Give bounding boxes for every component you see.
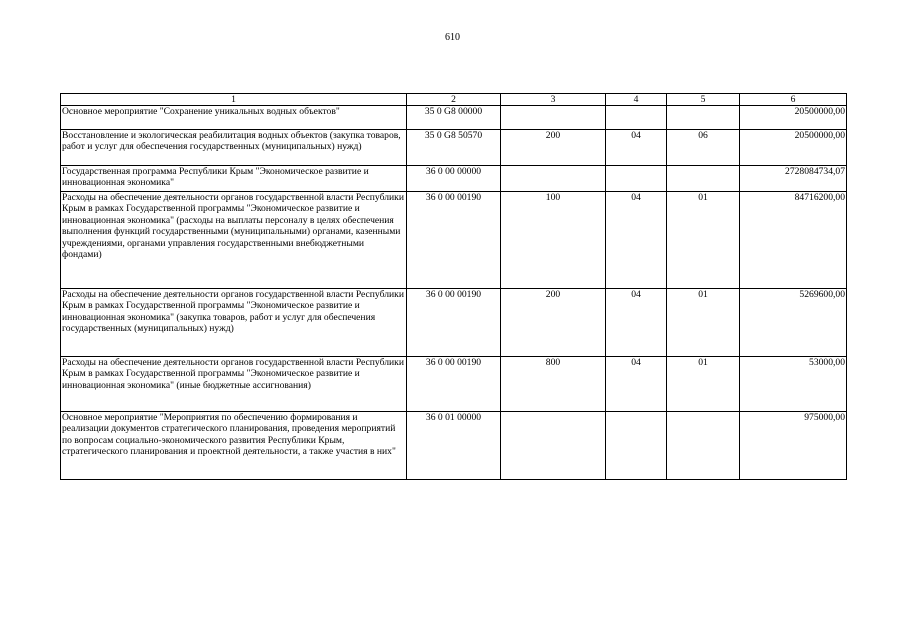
row-vr: 800 <box>501 357 606 412</box>
row-vr <box>501 106 606 130</box>
row-code: 36 0 00 00000 <box>407 166 501 192</box>
row-code: 36 0 00 00190 <box>407 289 501 357</box>
header-col-2: 2 <box>407 94 501 106</box>
row-pr: 01 <box>667 357 740 412</box>
table-row <box>61 166 847 192</box>
row-rz: 04 <box>606 130 667 166</box>
row-sum: 53000,00 <box>740 357 847 412</box>
row-name: Расходы на обеспечение деятельности органов государственной власти Республики Крым в рамках Государственной программы "Экономическое развитие и инновационная экономика" (иные бюджетные ассигнования) <box>61 357 407 412</box>
header-col-1: 1 <box>61 94 407 106</box>
row-code: 35 0 G8 50570 <box>407 130 501 166</box>
row-code: 36 0 01 00000 <box>407 412 501 480</box>
row-pr <box>667 412 740 480</box>
table-row <box>61 412 847 480</box>
row-sum: 975000,00 <box>740 412 847 480</box>
table-row <box>61 357 847 412</box>
table-row <box>61 289 847 357</box>
table-row <box>61 106 847 130</box>
row-name: Государственная программа Республики Крым "Экономическое развитие и инновационная экономика" <box>61 166 407 192</box>
row-sum: 2728084734,07 <box>740 166 847 192</box>
row-vr: 100 <box>501 192 606 289</box>
row-name: Основное мероприятие "Мероприятия по обеспечению формирования и реализации документов стратегического планирования, проведения мероприятий по вопросам социально-экономического развития Республики Крым, стратегического планирования и проектной деятельности, а также участия в них" <box>61 412 407 480</box>
row-code: 35 0 G8 00000 <box>407 106 501 130</box>
row-sum: 5269600,00 <box>740 289 847 357</box>
row-pr <box>667 166 740 192</box>
row-name: Основное мероприятие "Сохранение уникальных водных объектов" <box>61 106 407 130</box>
header-col-3: 3 <box>501 94 606 106</box>
row-rz <box>606 412 667 480</box>
row-rz: 04 <box>606 357 667 412</box>
header-col-6: 6 <box>740 94 847 106</box>
table-header-row <box>61 94 847 106</box>
row-rz: 04 <box>606 192 667 289</box>
row-rz <box>606 106 667 130</box>
row-sum: 84716200,00 <box>740 192 847 289</box>
header-col-4: 4 <box>606 94 667 106</box>
header-col-5: 5 <box>667 94 740 106</box>
row-pr: 06 <box>667 130 740 166</box>
row-pr: 01 <box>667 192 740 289</box>
row-rz <box>606 166 667 192</box>
row-rz: 04 <box>606 289 667 357</box>
row-vr <box>501 412 606 480</box>
row-code: 36 0 00 00190 <box>407 357 501 412</box>
table-row <box>61 130 847 166</box>
row-name: Расходы на обеспечение деятельности органов государственной власти Республики Крым в рамках Государственной программы "Экономическое развитие и инновационная экономика" (закупка товаров, работ и услуг для обеспечения государственных (муниципальных) нужд) <box>61 289 407 357</box>
row-vr: 200 <box>501 130 606 166</box>
row-pr: 01 <box>667 289 740 357</box>
row-vr <box>501 166 606 192</box>
row-vr: 200 <box>501 289 606 357</box>
table-row <box>61 192 847 289</box>
row-name: Расходы на обеспечение деятельности органов государственной власти Республики Крым в рамках Государственной программы "Экономическое развитие и инновационная экономика" (расходы на выплаты персоналу в целях обеспечения выполнения функций государственными (муниципальными) органами, казенными учреждениями, органами управления государственными внебюджетными фондами) <box>61 192 407 289</box>
row-code: 36 0 00 00190 <box>407 192 501 289</box>
budget-table <box>60 93 847 480</box>
row-sum: 20500000,00 <box>740 106 847 130</box>
row-pr <box>667 106 740 130</box>
row-name: Восстановление и экологическая реабилитация водных объектов (закупка товаров, работ и услуг для обеспечения государственных (муниципальных) нужд) <box>61 130 407 166</box>
page-number: 610 <box>445 32 460 43</box>
row-sum: 20500000,00 <box>740 130 847 166</box>
